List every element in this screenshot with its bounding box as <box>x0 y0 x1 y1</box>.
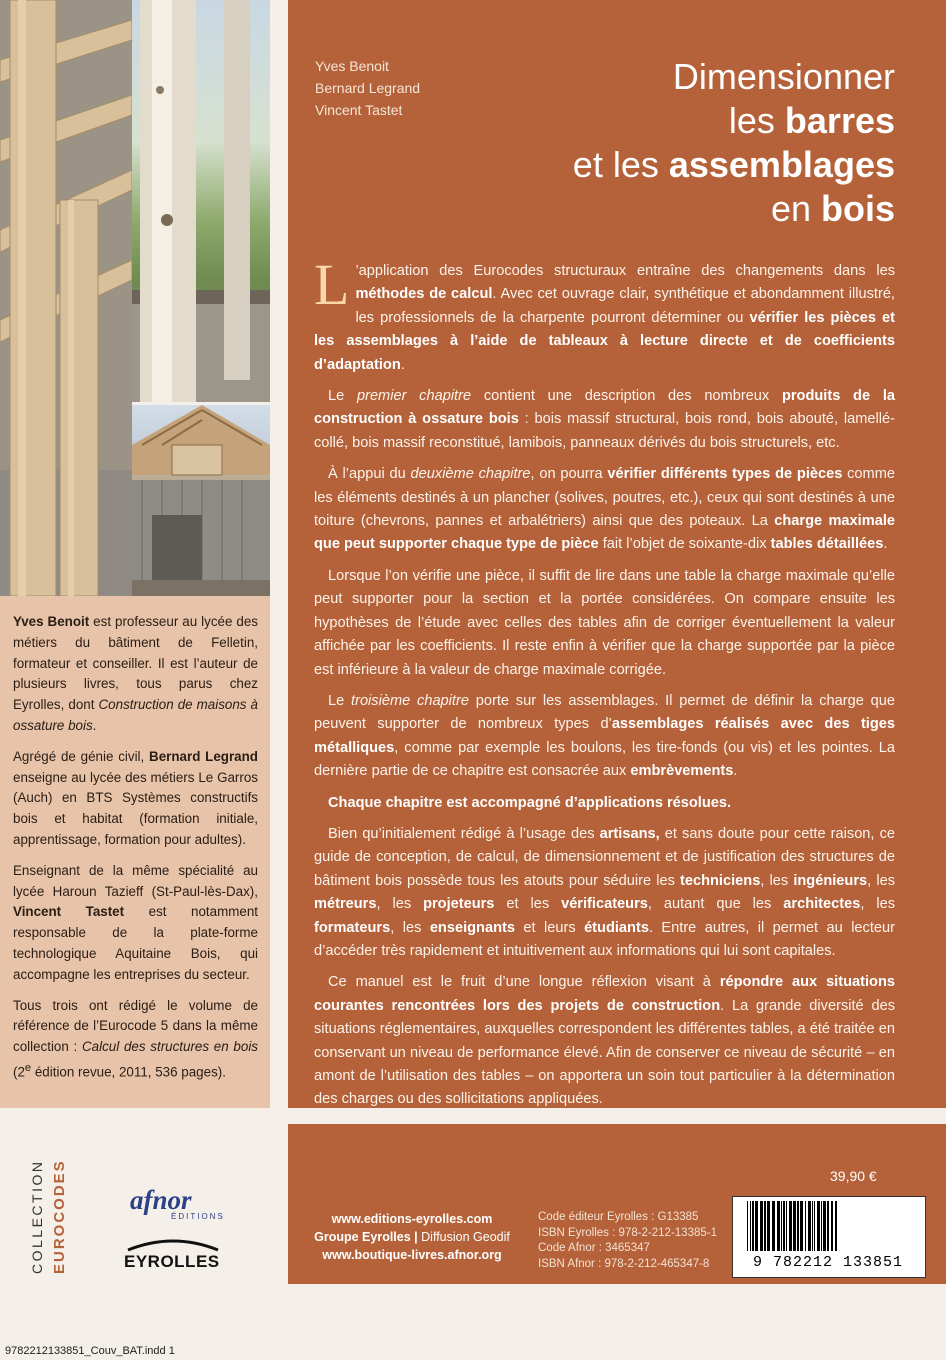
body-span: À l’appui du <box>328 466 411 483</box>
title-line: Dimensionner <box>672 56 895 97</box>
book-title: Construction de maisons à ossature bois <box>13 697 258 733</box>
barcode-number <box>732 1254 924 1271</box>
body-italic: troisième chapitre <box>351 692 469 709</box>
barcode-bar <box>767 1201 770 1251</box>
photo-house-construction-art <box>132 405 270 596</box>
title-bold-part: barres <box>784 100 895 141</box>
authors-list <box>315 55 420 121</box>
barcode-bar <box>821 1201 822 1251</box>
body-bold: produits de la construction à ossature bois <box>314 388 895 428</box>
body-bold: embrèvements <box>630 763 734 780</box>
eyrolles-logo-mark <box>124 1238 222 1252</box>
body-span: : bois massif structural, bois rond, bois abouté, lamellé-collé, bois massif reconstitué, lamibois, panneaux dérivés du bois structurels, etc. <box>314 411 895 451</box>
body-bold: techniciens <box>680 872 761 889</box>
bio-text-span: . <box>92 717 97 733</box>
book-title: Calcul des structures en bois <box>82 1039 258 1055</box>
photo-house-construction <box>132 405 270 596</box>
distributor: Diffusion Geodif <box>421 1230 510 1244</box>
body-paragraph: Lorsque l’on vérifie une pièce, il suffit de lire dans une table la charge maximale qu’elle peut supporter pour la section et la portée considérées. On compare ensuite les hypothèses de l’étude avec celles des tables afin de corriger éventuellement la valeur affichée par les coefficients. Il reste enfin à vérifier que la charge supportée par la pièce est inférieure à la valeur de charge maximale corrigée. <box>314 567 895 678</box>
body-span: Le <box>328 692 352 709</box>
bio-text-span: Tous trois ont rédigé le volume de référence de l’Eurocode 5 dans la même collection : <box>13 997 258 1055</box>
body-bold: Chaque chapitre est accompagné d’applications résolues. <box>328 794 732 811</box>
author-line: Yves Benoit <box>315 58 389 74</box>
bio-text-span: (2 <box>13 1064 25 1080</box>
body-span: Le <box>328 388 357 405</box>
body-span: , les <box>390 919 430 936</box>
bio-text-span: enseigne au lycée des métiers Le Garros (Auch) en BTS Systèmes constructifs bois et habitat (formation initiale, apprentissage, formation pour adultes). <box>13 769 258 847</box>
isbn-codes <box>538 1210 717 1272</box>
title-line <box>470 99 895 143</box>
publisher-group: Groupe Eyrolles <box>314 1230 411 1244</box>
code-line: ISBN Eyrolles : 978-2-212-13385-1 <box>538 1226 717 1239</box>
body-bold: formateurs <box>314 919 391 936</box>
body-span: . Entre autres, il permet au lecteur d’accéder très rapidement et intuitivement aux informations qui lui sont capitales. <box>314 919 895 959</box>
publisher-links <box>312 1210 512 1264</box>
body-span: contient une description des nombreux <box>471 388 782 405</box>
bio-paragraph <box>13 747 258 851</box>
collection-word: COLLECTION <box>29 1159 45 1274</box>
barcode-bar <box>777 1201 780 1251</box>
body-bold: projeteurs <box>423 896 495 913</box>
author-line: Bernard Legrand <box>315 80 421 96</box>
body-span: . <box>400 356 405 373</box>
barcode-bar <box>814 1201 815 1251</box>
body-bold: ingénieurs <box>793 872 868 889</box>
body-span: ’application des Eurocodes structuraux entraîne des changements dans les <box>355 263 895 279</box>
collection-vertical-text <box>24 1130 80 1280</box>
title-bold-part: bois <box>820 188 895 229</box>
publisher-group-line: Groupe Eyrolles | Diffusion Geodif <box>314 1230 510 1244</box>
body-paragraph <box>314 385 895 455</box>
afnor-website-link[interactable]: www.boutique-livres.afnor.org <box>322 1248 502 1262</box>
drop-cap: L <box>314 252 350 317</box>
barcode-bar <box>783 1201 785 1251</box>
author-bio-text <box>13 612 258 1093</box>
body-span: comme les éléments destinés à un plancher (solives, poutres, etc.), ceux qui sont destinés à une toiture (chevrons, pannes et arbalétriers) ainsi que des poteaux. La <box>314 466 895 530</box>
body-span: Bien qu’initialement rédigé à l’usage des <box>328 825 600 842</box>
author-name: Vincent Tastet <box>13 904 125 920</box>
body-bold: architectes <box>783 896 861 913</box>
bio-text-span: Enseignant de la même spécialité au lycée Haroun Tazieff (St-Paul-lès-Dax), <box>13 862 258 899</box>
body-paragraph <box>314 252 895 377</box>
book-main-title <box>470 55 895 231</box>
barcode-bar <box>831 1201 833 1251</box>
barcode-bar <box>755 1201 758 1251</box>
barcode-bar <box>786 1201 787 1251</box>
bio-text-span: Agrégé de génie civil, <box>13 748 150 764</box>
body-span: fait l’objet de soixante-dix <box>598 536 771 553</box>
body-paragraph <box>314 823 895 963</box>
body-paragraph <box>314 971 895 1111</box>
body-span: , les <box>376 896 424 913</box>
superscript: e <box>24 1061 32 1074</box>
barcode-bar <box>808 1201 811 1251</box>
body-span: et sans doute pour cette raison, ce guide de conception, de calcul, de dimensionnement et de justification des structures de bâtiment bois possède tous les atouts pour séduire les <box>314 825 895 889</box>
title-bold-part: assemblages <box>668 144 895 185</box>
barcode-bar <box>760 1201 763 1251</box>
body-paragraph <box>314 792 895 815</box>
barcode-bar <box>817 1201 820 1251</box>
barcode-digit-group: 9 <box>752 1254 763 1271</box>
body-span: Ce manuel est le fruit d’une longue réflexion visant à <box>328 974 720 991</box>
code-line: Code Afnor : 3465347 <box>538 1242 650 1254</box>
barcode-bar <box>812 1201 813 1251</box>
title-part: en <box>770 188 821 229</box>
title-line <box>470 187 895 231</box>
author-name: Yves Benoit <box>13 614 90 629</box>
bio-paragraph <box>13 861 258 986</box>
barcode-bar <box>752 1201 754 1251</box>
body-bold: répondre aux situations courantes rencontrées lors des projets de construction <box>314 974 895 1014</box>
barcode-bars <box>733 1197 925 1255</box>
body-bold: étudiants <box>584 919 649 936</box>
body-italic: premier chapitre <box>356 388 472 405</box>
barcode-bar <box>797 1201 799 1251</box>
body-bold: charge maximale que peut supporter chaque type de pièce <box>314 513 895 553</box>
body-span: . <box>733 763 738 780</box>
body-span: et leurs <box>514 919 585 936</box>
bio-text-span: est professeur au lycée des métiers du bâtiment de Felletin, formateur et conseiller. Il est l’auteur de plusieurs livres, tous parus chez Eyrolles, dont <box>13 614 258 713</box>
print-slug: 9782212133851_Couv_BAT.indd 1 <box>5 1345 175 1357</box>
barcode-bar <box>793 1201 796 1251</box>
title-part: et les <box>572 144 669 185</box>
photo-timber-frame <box>0 0 132 596</box>
barcode-bar <box>827 1201 829 1251</box>
body-paragraph <box>314 690 895 784</box>
eyrolles-logo <box>124 1238 222 1272</box>
body-span: et les <box>494 896 562 913</box>
author-name: Bernard Legrand <box>149 748 258 764</box>
description-body <box>314 252 896 1120</box>
barcode-bar <box>800 1201 803 1251</box>
body-span: . La grande diversité des situations réglementaires, auxquelles correspondent les différentes tables, a été traitée en conservant un niveau de performance élevé. Afin de conserver ce niveau de sécurité – en amont de l’utilisation des tables – on apportera un soin tout particulier à la détermination des charges ou des sollicitations appliquées. <box>314 997 895 1108</box>
barcode-bar <box>823 1201 826 1251</box>
body-span: . Avec cet ouvrage clair, synthétique et abondamment illustré, les professionnels de la charpente pourront déterminer ou <box>355 286 895 326</box>
barcode-bar <box>805 1201 806 1251</box>
collection-label <box>24 1130 80 1280</box>
author-line: Vincent Tastet <box>315 102 403 118</box>
body-span: , les <box>760 872 794 889</box>
body-span: , autant que les <box>647 896 784 913</box>
code-line: ISBN Afnor : 978-2-212-465347-8 <box>538 1257 710 1270</box>
body-bold: vérificateurs <box>561 896 648 913</box>
body-bold: métreurs <box>314 896 377 913</box>
code-line: Code éditeur Eyrolles : G13385 <box>538 1211 699 1223</box>
barcode-bar <box>747 1201 748 1251</box>
body-bold: assemblages réalisés avec des tiges métalliques <box>314 716 896 756</box>
body-bold: enseignants <box>429 919 515 936</box>
photo-round-posts-art <box>132 0 270 402</box>
afnor-logo: afnor <box>130 1185 192 1215</box>
body-span: , comme par exemple les boulons, les tire-fonds (ou vis) et les pointes. La dernière partie de ce chapitre est consacrée aux <box>314 739 895 780</box>
body-bold: méthodes de calcul <box>355 286 493 303</box>
barcode-bar <box>764 1201 766 1251</box>
body-bold: vérifier différents types de pièces <box>607 466 843 483</box>
body-bold: tables détaillées <box>770 536 884 553</box>
barcode-bar <box>772 1201 775 1251</box>
bio-paragraph <box>13 612 258 737</box>
collection-name: EUROCODES <box>51 1159 68 1274</box>
body-bold: vérifier les pièces et les assemblages à l’aide de tableaux à lecture directe et de coefficients d’adaptation <box>314 309 895 373</box>
body-paragraph <box>314 463 895 557</box>
body-span: , on pourra <box>530 466 608 483</box>
barcode-bar <box>781 1201 782 1251</box>
body-span: . <box>883 536 888 553</box>
barcode-bar <box>750 1201 751 1251</box>
title-line <box>470 143 895 187</box>
photo-round-posts <box>132 0 270 402</box>
eyrolles-website-link[interactable]: www.editions-eyrolles.com <box>331 1212 493 1226</box>
bio-paragraph <box>13 996 258 1084</box>
barcode-digit-group: 133851 <box>843 1254 904 1271</box>
eyrolles-logo-text: EYROLLES <box>124 1252 220 1271</box>
bio-text-span: est notamment responsable de la plate-forme technologique Aquitaine Bois, qui accompagne les entreprises du secteur. <box>13 904 258 982</box>
barcode-digit-group: 782212 <box>772 1254 833 1271</box>
bio-text-span: édition revue, 2011, 536 pages). <box>31 1064 226 1080</box>
price: 39,90 € <box>830 1168 877 1184</box>
body-span: , les <box>860 896 896 913</box>
body-span: porte sur les assemblages. Il permet de définir la charge que peuvent supporter de nombreux types d’ <box>314 692 895 733</box>
body-italic: deuxième chapitre <box>410 466 531 483</box>
barcode-bar <box>835 1201 837 1251</box>
body-span: , les <box>867 872 895 889</box>
afnor-editions-label: ÉDITIONS <box>171 1212 225 1221</box>
barcode-bar <box>789 1201 792 1251</box>
title-part: les <box>728 100 785 141</box>
body-bold: artisans, <box>599 825 660 842</box>
photo-timber-frame-art <box>0 0 132 596</box>
